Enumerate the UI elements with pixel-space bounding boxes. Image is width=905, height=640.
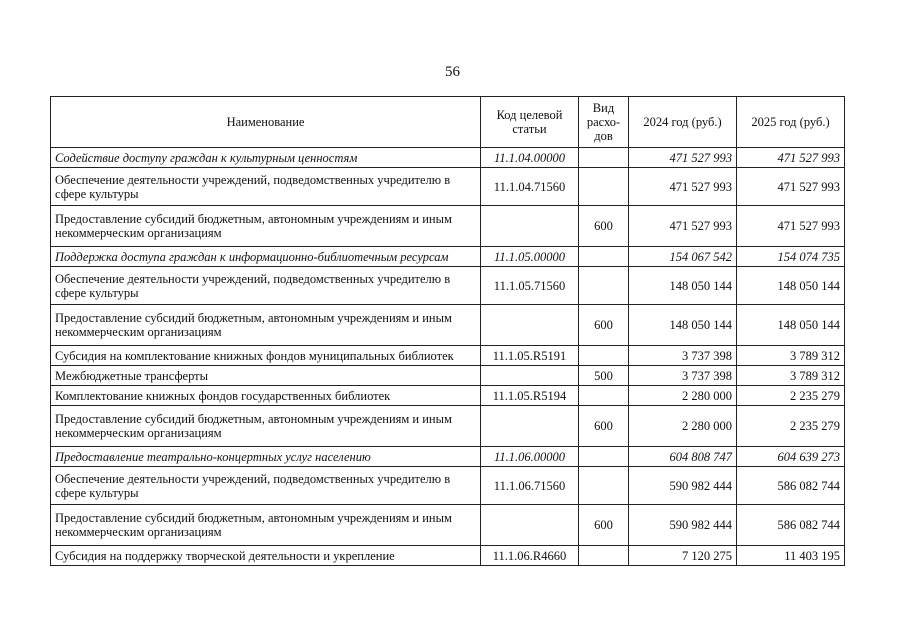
table-row (51, 505, 845, 546)
table-row (51, 406, 845, 447)
cell-vid: 500 (579, 366, 629, 386)
cell-code (481, 305, 579, 346)
cell-code (481, 505, 579, 546)
cell-2025: 2 235 279 (737, 386, 845, 406)
table-row (51, 447, 845, 467)
cell-2024: 7 120 275 (629, 546, 737, 566)
cell-code: 11.1.05.00000 (481, 247, 579, 267)
cell-2024: 2 280 000 (629, 406, 737, 447)
cell-2024: 3 737 398 (629, 366, 737, 386)
cell-2024: 154 067 542 (629, 247, 737, 267)
header-2024: 2024 год (руб.) (629, 97, 737, 148)
cell-vid (579, 168, 629, 206)
cell-2025: 471 527 993 (737, 148, 845, 168)
cell-name: Обеспечение деятельности учреждений, подведомственных учредителю в сфере культуры (51, 168, 481, 206)
cell-code (481, 366, 579, 386)
cell-2024: 2 280 000 (629, 386, 737, 406)
cell-code (481, 406, 579, 447)
cell-name: Обеспечение деятельности учреждений, подведомственных учредителю в сфере культуры (51, 267, 481, 305)
table-row (51, 346, 845, 366)
cell-2024: 604 808 747 (629, 447, 737, 467)
cell-2025: 586 082 744 (737, 467, 845, 505)
cell-vid: 600 (579, 305, 629, 346)
cell-2024: 3 737 398 (629, 346, 737, 366)
cell-code: 11.1.05.R5194 (481, 386, 579, 406)
table-row (51, 168, 845, 206)
cell-name: Обеспечение деятельности учреждений, подведомственных учредителю в сфере культуры (51, 467, 481, 505)
cell-2025: 3 789 312 (737, 346, 845, 366)
cell-name: Предоставление субсидий бюджетным, автономным учреждениям и иным некоммерческим организациям (51, 505, 481, 546)
cell-name: Субсидия на поддержку творческой деятельности и укрепление (51, 546, 481, 566)
table-body (51, 148, 845, 566)
cell-2024: 148 050 144 (629, 267, 737, 305)
table-row (51, 386, 845, 406)
cell-2025: 148 050 144 (737, 267, 845, 305)
cell-2025: 604 639 273 (737, 447, 845, 467)
table-row (51, 247, 845, 267)
cell-vid (579, 447, 629, 467)
table-row (51, 366, 845, 386)
cell-vid: 600 (579, 505, 629, 546)
cell-name: Предоставление субсидий бюджетным, автономным учреждениям и иным некоммерческим организациям (51, 206, 481, 247)
table-row (51, 467, 845, 505)
cell-code: 11.1.06.00000 (481, 447, 579, 467)
cell-code: 11.1.05.71560 (481, 267, 579, 305)
cell-name: Предоставление театрально-концертных услуг населению (51, 447, 481, 467)
cell-code (481, 206, 579, 247)
header-vid: Вид расхо-дов (579, 97, 629, 148)
cell-code: 11.1.06.71560 (481, 467, 579, 505)
cell-2025: 471 527 993 (737, 206, 845, 247)
cell-name: Предоставление субсидий бюджетным, автономным учреждениям и иным некоммерческим организациям (51, 305, 481, 346)
cell-code: 11.1.05.R5191 (481, 346, 579, 366)
cell-2024: 471 527 993 (629, 168, 737, 206)
cell-name: Субсидия на комплектование книжных фондов муниципальных библиотек (51, 346, 481, 366)
cell-2024: 590 982 444 (629, 467, 737, 505)
cell-code: 11.1.04.71560 (481, 168, 579, 206)
cell-2025: 586 082 744 (737, 505, 845, 546)
cell-name: Межбюджетные трансферты (51, 366, 481, 386)
page-number: 56 (445, 64, 460, 80)
cell-2024: 471 527 993 (629, 206, 737, 247)
cell-name: Комплектование книжных фондов государственных библиотек (51, 386, 481, 406)
cell-2025: 11 403 195 (737, 546, 845, 566)
table-row (51, 267, 845, 305)
cell-2024: 471 527 993 (629, 148, 737, 168)
table-row (51, 546, 845, 566)
cell-code: 11.1.06.R4660 (481, 546, 579, 566)
cell-2025: 471 527 993 (737, 168, 845, 206)
cell-vid (579, 247, 629, 267)
cell-vid (579, 346, 629, 366)
cell-vid (579, 467, 629, 505)
cell-name: Содействие доступу граждан к культурным ценностям (51, 148, 481, 168)
cell-vid (579, 546, 629, 566)
cell-2025: 2 235 279 (737, 406, 845, 447)
cell-vid: 600 (579, 406, 629, 447)
table-row (51, 305, 845, 346)
table-header-row (51, 97, 845, 148)
cell-name: Поддержка доступа граждан к информационно-библиотечным ресурсам (51, 247, 481, 267)
cell-vid (579, 148, 629, 168)
header-code: Код целевой статьи (481, 97, 579, 148)
table-row (51, 206, 845, 247)
header-2025: 2025 год (руб.) (737, 97, 845, 148)
cell-2024: 590 982 444 (629, 505, 737, 546)
cell-2025: 154 074 735 (737, 247, 845, 267)
cell-code: 11.1.04.00000 (481, 148, 579, 168)
header-name: Наименование (51, 97, 481, 148)
cell-name: Предоставление субсидий бюджетным, автономным учреждениям и иным некоммерческим организациям (51, 406, 481, 447)
cell-vid (579, 267, 629, 305)
budget-table (50, 96, 845, 566)
cell-vid: 600 (579, 206, 629, 247)
cell-2025: 148 050 144 (737, 305, 845, 346)
cell-2025: 3 789 312 (737, 366, 845, 386)
table-row (51, 148, 845, 168)
cell-vid (579, 386, 629, 406)
cell-2024: 148 050 144 (629, 305, 737, 346)
